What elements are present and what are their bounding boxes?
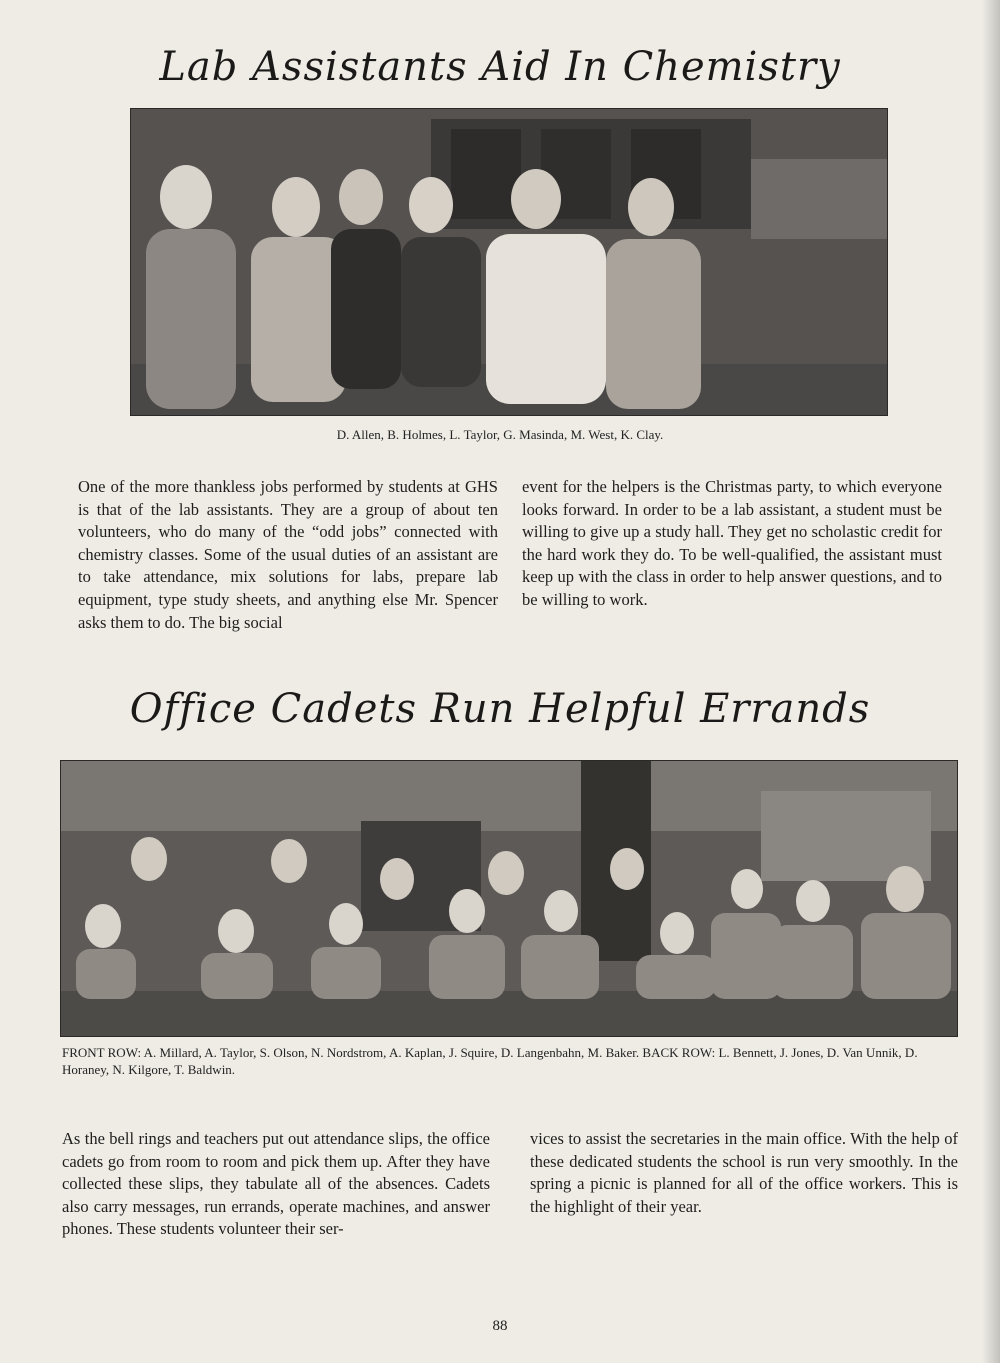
office-photo-caption: FRONT ROW: A. Millard, A. Taylor, S. Olson, N. Nordstrom, A. Kaplan, J. Squire, D. Langenbahn, M. Baker. BACK ROW: L. Bennett, J. Jones, D. Van Unnik, D. Horaney, N. Kilgore, T. Baldwin. <box>62 1045 918 1077</box>
office-article-column-1: As the bell rings and teachers put out attendance slips, the office cadets go from room to room and pick them up. After they have collected these slips, they tabulate all of the absences. Cadets also carry messages, run errands, operate machines, and answer phones. These students volunteer their ser- <box>62 1129 490 1239</box>
lab-article-column-2: event for the helpers is the Christmas party, to which everyone looks forward. In order to be a lab assistant, a student must be willing to give up a study hall. They get no scholastic credit for the hard work they do. To be well-qualified, the assistant must keep up with the class in order to help answer questions, and to be willing to work. <box>522 477 942 609</box>
lab-article-column-1: One of the more thankless jobs performed by students at GHS is that of the lab assistants. They are a group of about ten volunteers, who do many of the “odd jobs” connected with chemistry classes. Some of the usual duties of an assistant are to take attendance, mix solutions for labs, prepare lab equipment, type study sheets, and anything else Mr. Spencer asks them to do. The big social <box>78 477 498 632</box>
page-binding-shadow <box>982 0 1000 1363</box>
lab-assistants-photo <box>130 108 888 416</box>
lab-photo-figures <box>131 109 887 415</box>
office-headline: Office Cadets Run Helpful Errands <box>129 686 871 732</box>
office-photo-figures <box>61 761 957 1036</box>
office-article-column-2: vices to assist the secretaries in the main office. With the help of these dedicated students the school is run very smoothly. In the spring a picnic is planned for all of the office workers. This is the highlight of their year. <box>530 1129 958 1216</box>
lab-headline: Lab Assistants Aid In Chemistry <box>159 44 841 90</box>
page-number: 88 <box>492 1318 508 1334</box>
lab-photo-caption: D. Allen, B. Holmes, L. Taylor, G. Masinda, M. West, K. Clay. <box>336 427 664 442</box>
office-cadets-photo <box>60 760 958 1037</box>
